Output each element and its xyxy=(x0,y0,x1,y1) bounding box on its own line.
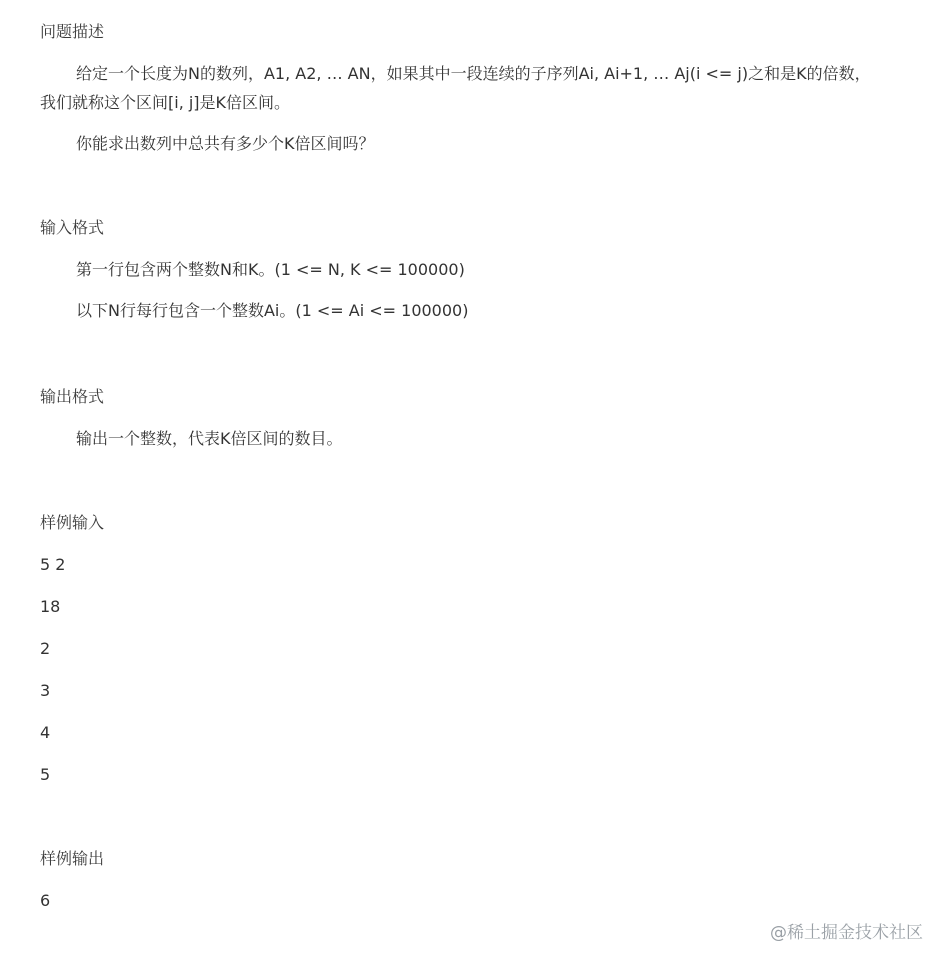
sample-input-line: 4 xyxy=(40,723,51,742)
watermark: @稀土掘金技术社区 xyxy=(770,923,923,943)
input-format-heading: 输入格式 xyxy=(40,218,105,237)
sample-input-heading: 样例输入 xyxy=(40,513,105,532)
problem-paragraph-line-1: 给定一个长度为N的数列，A1, A2, … AN，如果其中一段连续的子序列Ai, Ai+1, … Aj(i <= j)之和是K的倍数， xyxy=(76,64,871,83)
output-format-heading: 输出格式 xyxy=(40,387,105,406)
problem-paragraph-line-2: 我们就称这个区间[i, j]是K倍区间。 xyxy=(40,93,291,112)
output-format-line-1: 输出一个整数，代表K倍区间的数目。 xyxy=(76,429,343,448)
sample-output-heading: 样例输出 xyxy=(40,849,105,868)
input-format-line-2: 以下N行每行包含一个整数Ai。(1 <= Ai <= 100000) xyxy=(76,301,469,320)
problem-question: 你能求出数列中总共有多少个K倍区间吗？ xyxy=(76,134,375,153)
input-format-line-1: 第一行包含两个整数N和K。(1 <= N, K <= 100000) xyxy=(76,260,465,279)
sample-input-line: 18 xyxy=(40,597,61,616)
sample-input-line: 2 xyxy=(40,639,51,658)
sample-input-line: 3 xyxy=(40,681,51,700)
sample-input-line: 5 xyxy=(40,765,51,784)
problem-heading: 问题描述 xyxy=(40,22,105,41)
sample-output-line: 6 xyxy=(40,891,51,910)
sample-input-line: 5 2 xyxy=(40,555,66,574)
